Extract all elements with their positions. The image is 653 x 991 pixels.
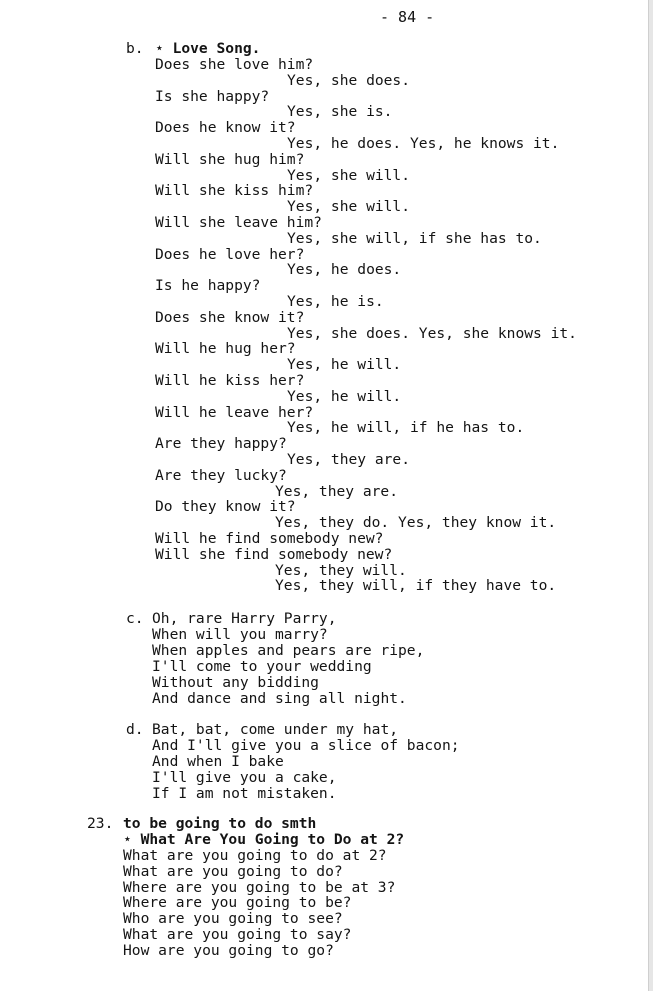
verse-line: Who are you going to see?: [123, 910, 343, 928]
section-23-heading: to be going to do smth: [123, 815, 317, 832]
verse-line: Where are you going to be?: [123, 894, 352, 912]
section-23-title: ⋆ What Are You Going to Do at 2?: [123, 831, 405, 848]
verse-line: Does she love him?: [155, 56, 314, 73]
section-23-number: 23.: [87, 815, 114, 832]
verse-line: Yes, he does.: [287, 261, 402, 279]
verse-line: Yes, they do. Yes, they know it.: [275, 514, 557, 532]
section-b-title: ⋆ Love Song.: [155, 40, 261, 57]
page-number: - 84 -: [380, 8, 435, 26]
verse-line: I'll come to your wedding: [152, 658, 372, 675]
verse-line: Oh, rare Harry Parry,: [152, 610, 337, 627]
verse-line: Does he know it?: [155, 119, 296, 137]
verse-line: Yes, she does. Yes, she knows it.: [287, 324, 577, 342]
verse-line: Does he love her?: [155, 245, 305, 263]
page-edge: [648, 0, 653, 991]
verse-line: What are you going to say?: [123, 926, 352, 943]
verse-line: Will she hug him?: [155, 150, 305, 168]
verse-line: Yes, she is.: [287, 103, 393, 121]
verse-line: Yes, they are.: [275, 482, 399, 500]
verse-line: Yes, they will, if they have to.: [275, 577, 557, 595]
verse-line: Yes, she will, if she has to.: [287, 229, 542, 247]
verse-line: What are you going to do?: [123, 862, 343, 880]
verse-line: Yes, she will.: [287, 198, 411, 216]
verse-line: Yes, he will, if he has to.: [287, 419, 525, 437]
verse-line: Will he kiss her?: [155, 372, 305, 389]
verse-line: Where are you going to be at 3?: [123, 878, 396, 896]
section-b-label: b.: [126, 40, 144, 57]
verse-line: Yes, he will.: [287, 387, 402, 405]
verse-line: Yes, he is.: [287, 293, 384, 310]
verse-line: And I'll give you a slice of bacon;: [152, 737, 460, 754]
verse-line: Yes, he will.: [287, 356, 402, 374]
verse-line: When apples and pears are ripe,: [152, 642, 425, 659]
verse-line: Bat, bat, come under my hat,: [152, 721, 399, 738]
verse-line: Are they lucky?: [155, 466, 287, 484]
verse-line: Will he hug her?: [155, 340, 296, 358]
verse-line: And dance and sing all night.: [152, 690, 407, 707]
section-d-label: d.: [126, 721, 144, 738]
verse-line: Is she happy?: [155, 87, 270, 105]
verse-line: Is he happy?: [155, 277, 261, 295]
verse-line: When will you marry?: [152, 626, 328, 643]
verse-line: Yes, they will.: [275, 561, 407, 579]
verse-line: Will he leave her?: [155, 403, 314, 421]
verse-line: Are they happy?: [155, 435, 287, 453]
verse-line: What are you going to do at 2?: [123, 847, 387, 864]
verse-line: Yes, she does.: [287, 71, 411, 89]
verse-line: Will she kiss him?: [155, 182, 314, 200]
verse-line: And when I bake: [152, 753, 284, 770]
verse-line: Yes, he does. Yes, he knows it.: [287, 135, 560, 152]
verse-line: Will she find somebody new?: [155, 545, 393, 563]
verse-line: Without any bidding: [152, 674, 319, 691]
verse-line: Does she know it?: [155, 308, 305, 326]
verse-line: I'll give you a cake,: [152, 769, 337, 786]
verse-line: If I am not mistaken.: [152, 785, 337, 802]
verse-line: Yes, she will.: [287, 166, 411, 184]
verse-line: Will he find somebody new?: [155, 530, 384, 547]
verse-line: Will she leave him?: [155, 214, 322, 231]
section-c-label: c.: [126, 610, 144, 627]
verse-line: Do they know it?: [155, 498, 296, 516]
verse-line: Yes, they are.: [287, 451, 411, 468]
verse-line: How are you going to go?: [123, 941, 334, 959]
